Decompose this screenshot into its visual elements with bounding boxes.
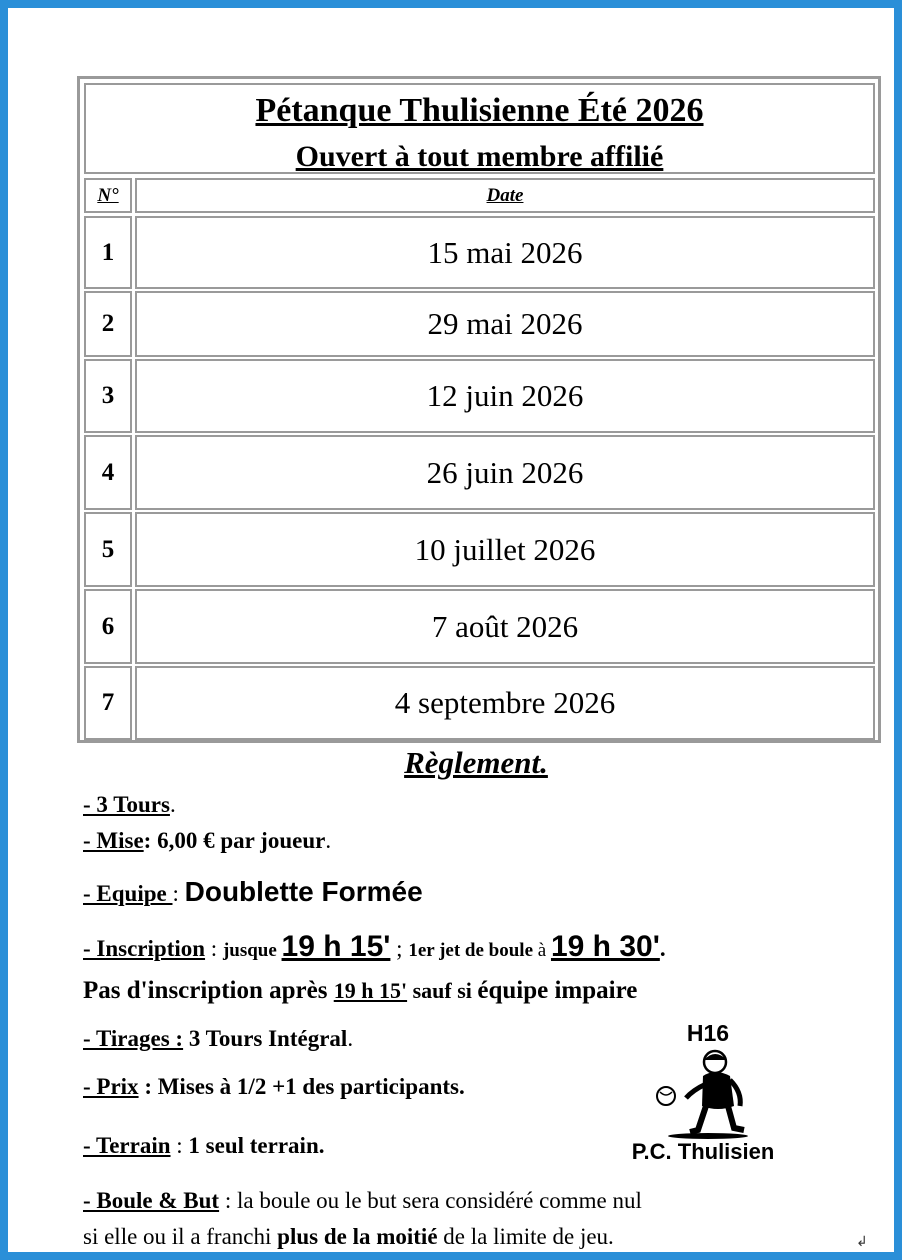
rule-inscription-time1: 19 h 15' xyxy=(281,930,391,963)
rule-mise-punct: . xyxy=(325,828,332,853)
table-row-num-cell xyxy=(84,435,132,510)
table-row-date-cell xyxy=(135,216,875,289)
rule-equipe-colon: : xyxy=(172,881,185,906)
page-title: Pétanque Thulisienne Été 2026 xyxy=(255,92,704,129)
table-row-date-cell xyxy=(135,435,875,510)
table-row-num-cell xyxy=(84,589,132,664)
col-header-date-label: Date xyxy=(486,184,524,206)
rule-terrain-label: - Terrain xyxy=(83,1133,171,1158)
rule-boule-line1: : la boule ou le but sera considéré comme nul xyxy=(219,1188,642,1213)
rule-tours-punct: . xyxy=(169,792,176,817)
table-row-date-cell xyxy=(135,589,875,664)
table-row-num-cell xyxy=(84,216,132,289)
rule-pas xyxy=(83,977,637,1005)
table-row-num-cell xyxy=(84,291,132,357)
rule-mise-colon: : xyxy=(143,828,152,853)
rule-tirages xyxy=(83,1026,353,1052)
rule-terrain xyxy=(83,1133,324,1159)
table-row-date: 7 août 2026 xyxy=(431,608,579,644)
rule-boule xyxy=(83,1188,642,1214)
rule-pas-part1: Pas d'inscription après xyxy=(83,977,334,1004)
table-row-num: 7 xyxy=(101,689,115,716)
rule-inscription-time2: 19 h 30' xyxy=(550,930,660,963)
table-row-date: 12 juin 2026 xyxy=(426,378,584,413)
rule-prix xyxy=(83,1074,465,1100)
rule-equipe-label: - Equipe xyxy=(83,881,173,906)
corner-mark: ↲ xyxy=(856,1235,868,1250)
col-header-date xyxy=(135,178,875,213)
table-row-num: 6 xyxy=(101,612,115,640)
rule-inscription-sep: ; xyxy=(390,936,409,961)
rule-inscription-jet: 1er jet de boule xyxy=(408,940,538,961)
table-row-num-cell xyxy=(84,666,132,740)
rule-prix-label: - Prix xyxy=(83,1074,139,1099)
col-header-num xyxy=(84,178,132,213)
rule-inscription-punct: . xyxy=(659,936,666,961)
table-row-date-cell xyxy=(135,291,875,357)
table-row-num: 1 xyxy=(101,238,115,266)
rules-title: Règlement. xyxy=(404,745,548,780)
rule-tirages-punct: . xyxy=(347,1026,354,1051)
rule-inscription-colon: : xyxy=(205,936,223,961)
table-row-date-cell xyxy=(135,359,875,433)
rule-mise xyxy=(83,828,331,854)
rule-pas-part2: sauf si xyxy=(407,978,478,1003)
rule-equipe xyxy=(83,876,423,908)
rule-mise-value: 6,00 € par joueur xyxy=(151,828,326,853)
rule-inscription-a: à xyxy=(537,940,551,961)
table-row-num: 3 xyxy=(101,382,115,409)
table-row-num: 5 xyxy=(101,535,115,563)
rule-mise-label: - Mise xyxy=(83,828,144,853)
logo-club-name: P.C. Thulisien xyxy=(631,1139,775,1164)
rule-boule-label: - Boule & But xyxy=(83,1188,220,1213)
table-row-date-cell xyxy=(135,666,875,740)
rule-inscription-label: - Inscription xyxy=(83,936,206,961)
table-row-date-cell xyxy=(135,512,875,587)
rule-equipe-value: Doublette Formée xyxy=(184,876,423,907)
rule-boule-line2-c: de la limite de jeu. xyxy=(437,1224,614,1249)
club-logo xyxy=(598,1020,818,1170)
rule-boule-line2-a: si elle ou il a franchi xyxy=(83,1224,278,1249)
page-subtitle: Ouvert à tout membre affilié xyxy=(295,140,664,173)
rule-terrain-value: 1 seul terrain. xyxy=(188,1133,325,1158)
table-row-date: 26 juin 2026 xyxy=(426,454,584,490)
table-header xyxy=(84,83,875,174)
boules-player-icon xyxy=(648,1046,758,1140)
rule-tours xyxy=(83,792,176,818)
rule-prix-value: : Mises à 1/2 +1 des participants. xyxy=(138,1074,465,1099)
table-row-date: 10 juillet 2026 xyxy=(414,531,596,567)
rule-tirages-value: 3 Tours Intégral xyxy=(183,1026,348,1051)
rule-boule-line2-b: plus de la moitié xyxy=(277,1224,438,1249)
rule-tirages-label: - Tirages : xyxy=(83,1026,184,1051)
col-header-num-label: N° xyxy=(97,184,119,206)
logo-code: H16 xyxy=(686,1020,730,1046)
rule-inscription xyxy=(83,930,666,964)
table-row-num-cell xyxy=(84,512,132,587)
table-row-date: 29 mai 2026 xyxy=(427,306,583,341)
rule-boule-cont xyxy=(83,1224,614,1250)
schedule-table xyxy=(77,76,881,743)
table-row-date: 4 septembre 2026 xyxy=(394,685,616,720)
rule-terrain-colon: : xyxy=(170,1133,189,1158)
rule-inscription-jusque: jusque xyxy=(222,940,282,961)
rule-tours-label: - 3 Tours xyxy=(83,792,170,817)
table-row-num-cell xyxy=(84,359,132,433)
table-row-num: 4 xyxy=(101,458,115,486)
rule-pas-part3: équipe impaire xyxy=(477,977,638,1004)
table-row-date: 15 mai 2026 xyxy=(427,234,583,270)
table-row-num: 2 xyxy=(101,310,115,337)
rule-pas-time: 19 h 15' xyxy=(333,978,408,1003)
